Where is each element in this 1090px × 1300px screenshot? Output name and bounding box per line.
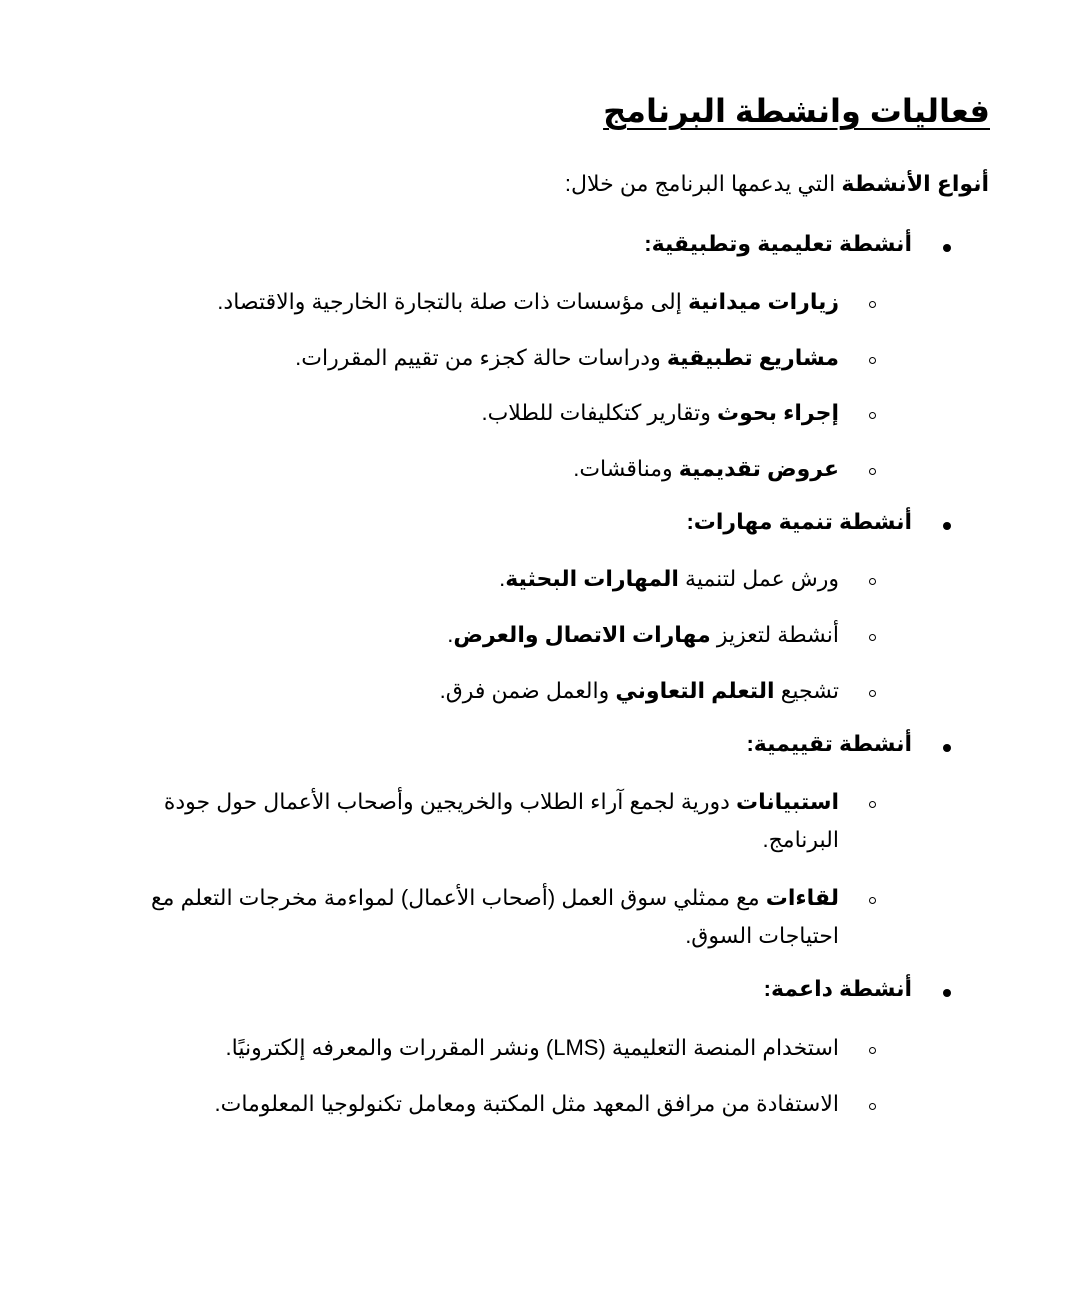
item-bold: زيارات ميدانية [687, 289, 839, 314]
item-text: والعمل ضمن فرق. [439, 678, 616, 703]
section-heading: أنشطة داعمة: [763, 976, 912, 1001]
item-text: الاستفادة من مرافق المعهد مثل المكتبة ومعامل تكنولوجيا المعلومات. [214, 1091, 839, 1116]
circle-bullet-icon [869, 1047, 876, 1054]
bullet-icon [943, 744, 951, 752]
list-item [295, 339, 839, 377]
item-bold: لقاءات [765, 885, 839, 910]
list-item [573, 450, 839, 488]
item-text: . [447, 622, 454, 647]
circle-bullet-icon [869, 634, 876, 641]
item-text: . [499, 566, 506, 591]
list-item [217, 283, 839, 321]
item-bold: عروض تقديمية [678, 456, 839, 481]
item-bold: إجراء بحوث [717, 400, 839, 425]
item-bold: مشاريع تطبيقية [666, 345, 839, 370]
item-text: ورش عمل لتنمية [678, 566, 839, 591]
item-text: استخدام المنصة التعليمية (LMS) ونشر المقررات والمعرفه إلكترونيًا. [225, 1035, 839, 1060]
item-text: ودراسات حالة كجزء من تقييم المقررات. [295, 345, 667, 370]
item-text: تشجيع [774, 678, 839, 703]
circle-bullet-icon [869, 801, 876, 808]
circle-bullet-icon [869, 412, 876, 419]
section-heading: أنشطة تعليمية وتطبيقية: [644, 231, 912, 256]
list-item [499, 560, 839, 598]
item-bold: مهارات الاتصال والعرض [453, 622, 711, 647]
list-item [440, 672, 839, 710]
circle-bullet-icon [869, 468, 876, 475]
list-item [481, 394, 839, 432]
bullet-icon [943, 244, 951, 252]
item-text: ومناقشات. [573, 456, 679, 481]
intro-line [565, 170, 989, 199]
item-bold: التعلم التعاوني [615, 678, 775, 703]
intro-rest: التي يدعمها البرنامج من خلال: [564, 171, 842, 196]
section-heading: أنشطة تنمية مهارات: [686, 509, 912, 534]
circle-bullet-icon [869, 1103, 876, 1110]
list-item [215, 1085, 839, 1123]
circle-bullet-icon [869, 357, 876, 364]
item-text: أنشطة لتعزيز [710, 622, 839, 647]
item-text: دورية لجمع آراء الطلاب والخريجين وأصحاب الأعمال حول جودة البرنامج. [163, 789, 839, 852]
circle-bullet-icon [869, 897, 876, 904]
item-text: إلى مؤسسات ذات صلة بالتجارة الخارجية والاقتصاد. [217, 289, 688, 314]
bullet-icon [943, 989, 951, 997]
list-item [226, 1029, 839, 1067]
item-bold: المهارات البحثية [505, 566, 679, 591]
bullet-icon [943, 522, 951, 530]
list-item [119, 879, 839, 955]
section-heading: أنشطة تقييمية: [746, 731, 912, 756]
circle-bullet-icon [869, 578, 876, 585]
intro-bold: أنواع الأنشطة [841, 171, 989, 196]
item-text: مع ممثلي سوق العمل (أصحاب الأعمال) لمواءمة مخرجات التعلم مع احتياجات السوق. [150, 885, 839, 948]
item-bold: استبيانات [735, 789, 839, 814]
item-text: وتقارير كتكليفات للطلاب. [481, 400, 717, 425]
list-item [447, 616, 839, 654]
circle-bullet-icon [869, 690, 876, 697]
list-item [119, 783, 839, 859]
circle-bullet-icon [869, 301, 876, 308]
page-title: فعاليات وانشطة البرنامج [603, 93, 990, 129]
